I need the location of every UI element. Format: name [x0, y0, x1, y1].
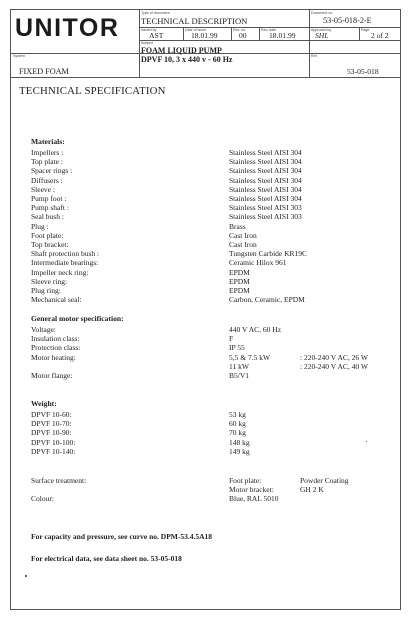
- approved-by-label: Approved by: [311, 28, 332, 32]
- spec-value: 149 kg: [229, 446, 250, 456]
- spec-value: Blue, RAL 5010: [229, 494, 279, 504]
- document-no-value: 53-05-018-2-E: [323, 16, 372, 25]
- spec-label: Plug :: [31, 221, 49, 231]
- issued-by-label: Issued by: [141, 28, 157, 32]
- approved-by-value: SHL: [315, 31, 329, 40]
- spec-value: 5,5 & 7.5 kW: [229, 352, 271, 362]
- issued-by-value: AST: [149, 31, 164, 40]
- spec-value: 60 kg: [229, 419, 246, 429]
- spec-value: Brass: [229, 221, 246, 231]
- spec-label: Pump foot :: [31, 194, 67, 203]
- spec-label: Insulation class:: [31, 334, 80, 344]
- spec-value: 70 kg: [229, 428, 246, 438]
- spec-label: Top bracket:: [31, 240, 69, 249]
- subject-line-1: FOAM LIQUID PUMP: [141, 46, 222, 55]
- spec-value: Motor bracket:: [229, 485, 274, 495]
- spec-value: Foot plate:: [229, 476, 262, 485]
- document-header: [11, 10, 400, 78]
- spec-value: 53 kg: [229, 410, 246, 419]
- spec-value: Stainless Steel AISI 304: [229, 194, 302, 203]
- spec-label: DPVF 10-100:: [31, 437, 76, 447]
- spec-label: DPVF 10-140:: [31, 446, 76, 456]
- page-value: 2 of 2: [371, 31, 389, 40]
- unitor-logo: UNITOR: [15, 14, 120, 42]
- spec-value: 148 kg: [229, 437, 250, 447]
- spec-row: [31, 447, 401, 457]
- spec-label: Plug ring:: [31, 286, 61, 295]
- spec-label: Colour:: [31, 494, 54, 504]
- type-of-document-label: Type of document: [141, 11, 170, 15]
- system-label: System: [13, 54, 25, 58]
- issued-by-cell: [139, 27, 183, 40]
- spec-label: DPVF 10-90:: [31, 428, 72, 438]
- spec-value: 11 kW: [229, 361, 249, 371]
- page-speck: [366, 441, 367, 442]
- page-title: TECHNICAL SPECIFICATION: [19, 85, 166, 97]
- spec-label: Foot plate:: [31, 230, 64, 240]
- spec-row: [31, 371, 401, 381]
- capacity-pressure-note: For capacity and pressure, see curve no. DPM-53.4.5A18: [31, 532, 213, 541]
- document-no-label: Document no: [311, 11, 333, 15]
- spec-value: Cast Iron: [229, 240, 257, 249]
- spec-label: Sleeve :: [31, 184, 55, 194]
- spec-label: Protection class:: [31, 343, 81, 353]
- spec-value: EPDM: [229, 267, 250, 277]
- ref-value: 53-05-018: [347, 67, 379, 76]
- system-value: FIXED FOAM: [19, 67, 69, 76]
- spec-row: [31, 494, 401, 504]
- rev-no-cell: [231, 27, 259, 40]
- document-no-cell: [309, 10, 400, 27]
- rev-no-label: Rev. no.: [233, 28, 247, 32]
- spec-value: Cast Iron: [229, 230, 257, 240]
- ref-label: Ref.: [311, 54, 318, 58]
- spec-value: Stainless Steel AISI 304: [229, 184, 302, 194]
- spec-label: Intermediate bearings:: [31, 258, 99, 268]
- date-of-issue-label: Date of issue: [185, 28, 206, 32]
- spec-label: Impeller neck ring:: [31, 267, 89, 277]
- type-of-document-cell: [139, 10, 309, 27]
- spec-label: DPVF 10-60:: [31, 410, 72, 419]
- spec-value: Tungsten Carbide KR19C: [229, 249, 308, 259]
- spec-value: Stainless Steel AISI 303: [229, 212, 302, 222]
- page-cell: [359, 27, 400, 40]
- spec-value: GH 2 K: [300, 485, 324, 495]
- spec-value: Stainless Steel AISI 304: [229, 157, 302, 167]
- spec-label: Voltage:: [31, 325, 56, 334]
- spec-label: Pump shaft :: [31, 203, 69, 213]
- rev-no-value: 00: [239, 31, 247, 40]
- date-of-issue-value: 18.01.99: [191, 31, 218, 40]
- rev-date-value: 18.01.99: [269, 31, 296, 40]
- page-speck: [25, 575, 27, 577]
- materials-heading: Materials:: [31, 137, 65, 146]
- spec-label: Impellers :: [31, 148, 64, 157]
- spec-label: Motor heating:: [31, 352, 76, 362]
- spec-value: Stainless Steel AISI 304: [229, 166, 302, 176]
- spec-value: 440 V AC, 60 Hz: [229, 325, 282, 334]
- spec-value: F: [229, 334, 234, 344]
- spec-label: DPVF 10-70:: [31, 419, 72, 429]
- approved-by-cell: [309, 27, 359, 40]
- subject-label: Subject: [141, 41, 153, 45]
- spec-label: Sleeve ring:: [31, 276, 68, 286]
- spec-value: : 220-240 V AC, 40 W: [300, 361, 368, 371]
- spec-label: Spacer rings :: [31, 166, 73, 176]
- subject-cell: [139, 40, 309, 77]
- spec-label: Surface treatment:: [31, 476, 87, 485]
- spec-value: Stainless Steel AISI 303: [229, 203, 302, 213]
- spec-value: EPDM: [229, 276, 250, 286]
- spec-row: [31, 295, 401, 305]
- weight-heading: Weight:: [31, 399, 57, 408]
- spec-label: Seal bush :: [31, 212, 64, 222]
- motor-spec-heading: General motor specification:: [31, 314, 124, 323]
- spec-label: Mechanical seal:: [31, 295, 82, 305]
- spec-value: Stainless Steel AISI 304: [229, 148, 302, 157]
- spec-value: EPDM: [229, 286, 250, 295]
- spec-label: Shaft protection bush :: [31, 249, 100, 259]
- electrical-data-note: For electrical data, see data sheet no. 53-05-018: [31, 554, 182, 563]
- spec-label: Diffusers :: [31, 175, 63, 185]
- document-page: [10, 9, 401, 610]
- system-cell: [11, 53, 139, 77]
- subject-line-2: DPVF 10, 3 x 440 v - 60 Hz: [141, 55, 233, 64]
- spec-label: Top plate :: [31, 157, 63, 167]
- page-label: Page: [361, 28, 370, 32]
- type-of-document-value: TECHNICAL DESCRIPTION: [141, 16, 248, 26]
- spec-value: Stainless Steel AISI 304: [229, 175, 302, 185]
- spec-value: B5/V1: [229, 371, 250, 380]
- rev-date-label: Rev. date: [261, 28, 277, 32]
- spec-value: : 220-240 V AC, 26 W: [300, 352, 368, 362]
- spec-value: IP 55: [229, 343, 245, 353]
- spec-value: Ceramic Hilox 961: [229, 258, 287, 268]
- ref-cell: [309, 53, 400, 77]
- spec-value: Powder Coating: [300, 476, 349, 485]
- date-of-issue-cell: [183, 27, 231, 40]
- spec-value: Carbon, Ceramic, EPDM: [229, 295, 305, 305]
- spec-label: Motor flange:: [31, 371, 73, 380]
- rev-date-cell: [259, 27, 309, 40]
